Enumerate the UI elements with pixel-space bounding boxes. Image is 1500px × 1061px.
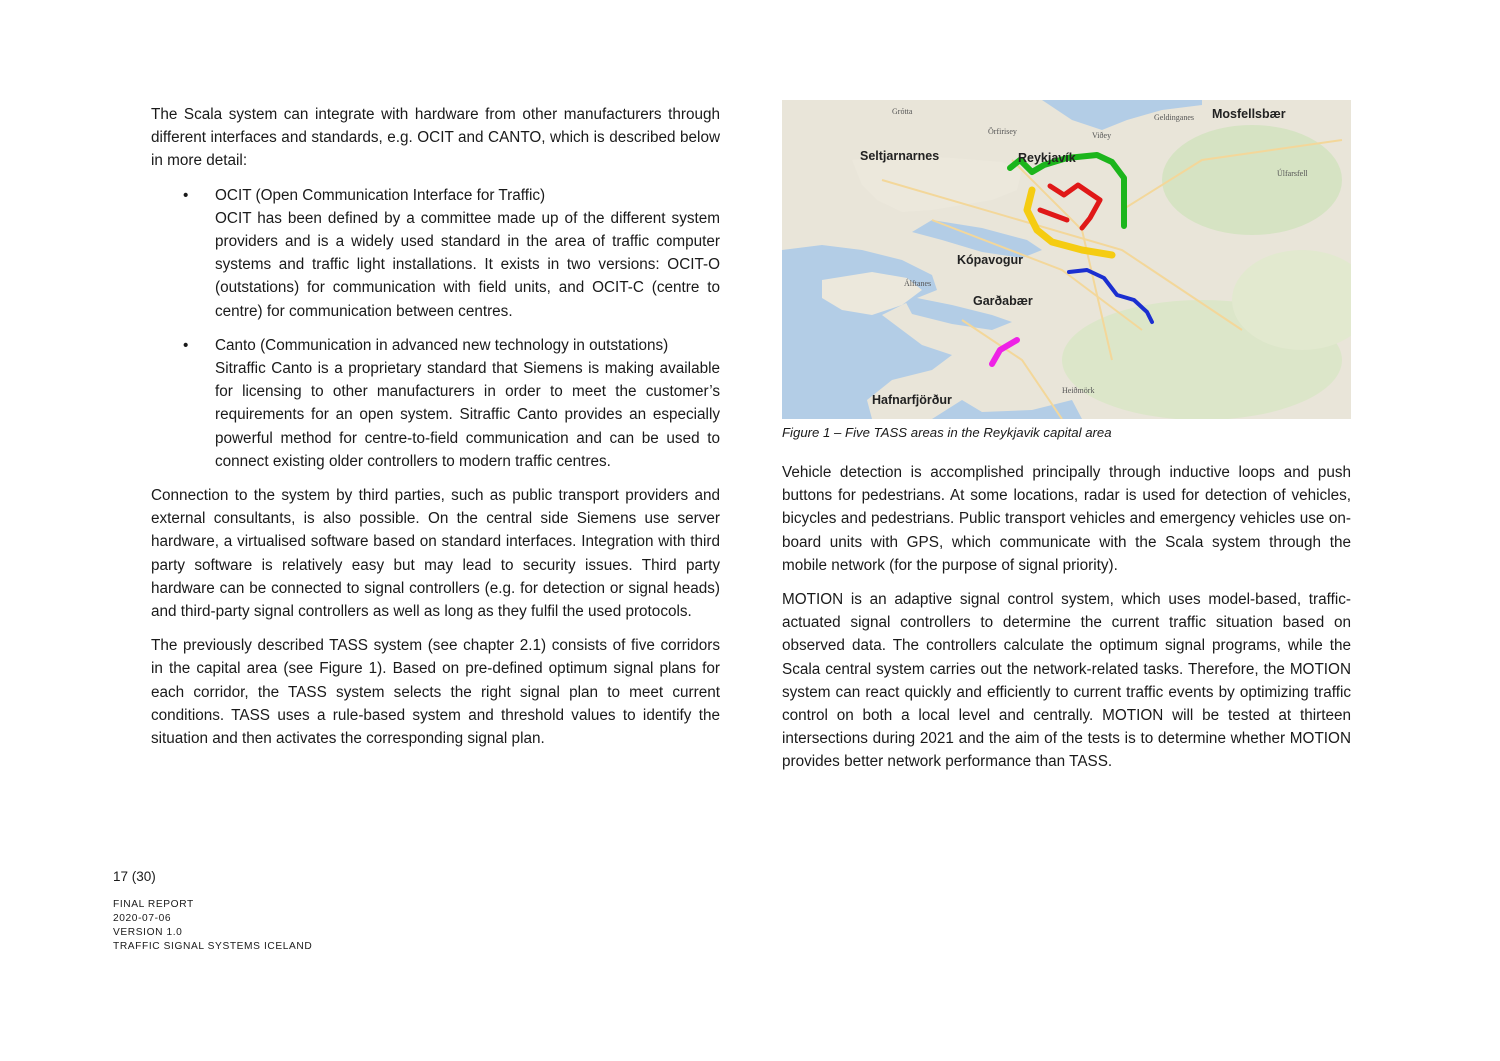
label-ulfarsfell: Úlfarsfell <box>1277 169 1308 178</box>
label-kopavogur: Kópavogur <box>957 253 1023 267</box>
list-item-canto <box>151 334 720 473</box>
intro-paragraph: The Scala system can integrate with hardware from other manufacturers through different interfaces and standards, e.g. OCIT and CANTO, which is described below in more detail: <box>151 106 720 170</box>
label-seltjarnarnes: Seltjarnarnes <box>860 149 940 163</box>
footer-title: TRAFFIC SIGNAL SYSTEMS ICELAND <box>113 941 313 952</box>
tass-areas-map <box>782 100 1351 419</box>
tass-paragraph: The previously described TASS system (see chapter 2.1) consists of five corridors in the capital area (see Figure 1). Based on pre-defined optimum signal plans for each corridor, the TASS system selects the right signal plan to meet current conditions. TASS uses a rule-based system and threshold values to identify the situation and then activates the corresponding signal plan. <box>151 637 720 748</box>
canto-title: Canto (Communication in advanced new technology in outstations) <box>215 336 669 354</box>
footer <box>113 898 312 954</box>
standards-list <box>151 184 720 473</box>
footer-date: 2020-07-06 <box>113 913 172 924</box>
map-image <box>782 100 1351 419</box>
label-orfirisey: Örfirisey <box>988 127 1017 136</box>
label-hafnarfjordur: Hafnarfjörður <box>872 393 952 407</box>
third-party-paragraph: Connection to the system by third parties, such as public transport providers and external consultants, is also possible. On the central side Siemens use server hardware, a virtualised software based on standard interfaces. Integration with third party software is relatively easy but may lead to security issues. Third party hardware can be connected to signal controllers (e.g. for detection or signal heads) and third-party signal controllers as well as long as they fulfil the used protocols. <box>151 487 720 621</box>
right-column <box>782 461 1351 785</box>
footer-version: VERSION 1.0 <box>113 927 183 938</box>
canto-description: Sitraffic Canto is a proprietary standard that Siemens is making available for licensing to other manufacturers in order to meet the customer’s requirements for an open system. Sitraffic Canto provides an especially powerful method for centre-to-field communication and can be used to connect existing older controllers to modern traffic centres. <box>215 360 720 470</box>
vehicle-detection-paragraph: Vehicle detection is accomplished principally through inductive loops and push buttons for pedestrians. At some locations, radar is used for detection of vehicles, bicycles and pedestrians. Public transport vehicles and emergency vehicles use on-board units with GPS, which communicate with the Scala system through the mobile network (for the purpose of signal priority). <box>782 464 1351 574</box>
label-videy: Viðey <box>1092 131 1112 140</box>
label-alftanes: Álftanes <box>904 279 932 288</box>
footer-report-type: FINAL REPORT <box>113 899 194 910</box>
left-column <box>151 103 720 761</box>
motion-paragraph: MOTION is an adaptive signal control system, which uses model-based, traffic-actuated signal controllers to determine the current traffic situation based on observed data. The controllers calculate the optimum signal programs, while the Scala central system carries out the network-related tasks. Therefore, the MOTION system can react quickly and efficiently to current traffic events by optimizing traffic control on both a local level and centrally. MOTION will be tested at thirteen intersections during 2021 and the aim of the tests is to determine whether MOTION provides better network performance than TASS. <box>782 591 1351 771</box>
list-item-ocit <box>151 184 720 323</box>
label-grotta: Grótta <box>892 107 913 116</box>
label-mosfellsbaer: Mosfellsbær <box>1212 107 1286 121</box>
bullet-icon: • <box>183 336 189 354</box>
ocit-title: OCIT (Open Communication Interface for Traffic) <box>215 186 546 204</box>
label-reykjavik: Reykjavík <box>1018 151 1076 165</box>
label-heidmork: Heiðmörk <box>1062 386 1095 395</box>
bullet-icon: • <box>183 186 189 204</box>
label-geldinganes: Geldinganes <box>1154 113 1194 122</box>
figure-caption: Figure 1 – Five TASS areas in the Reykjavik capital area <box>782 425 1112 440</box>
page-number: 17 (30) <box>113 869 156 884</box>
map-hills-north <box>1162 125 1342 235</box>
ocit-description: OCIT has been defined by a committee made up of the different system providers and is a widely used standard in the area of traffic computer systems and traffic light installations. It exists in two versions: OCIT-O (outstations) for communication with field units, and OCIT-C (centre to centre) for communication between centres. <box>215 209 720 320</box>
label-gardabaer: Garðabær <box>973 294 1033 308</box>
